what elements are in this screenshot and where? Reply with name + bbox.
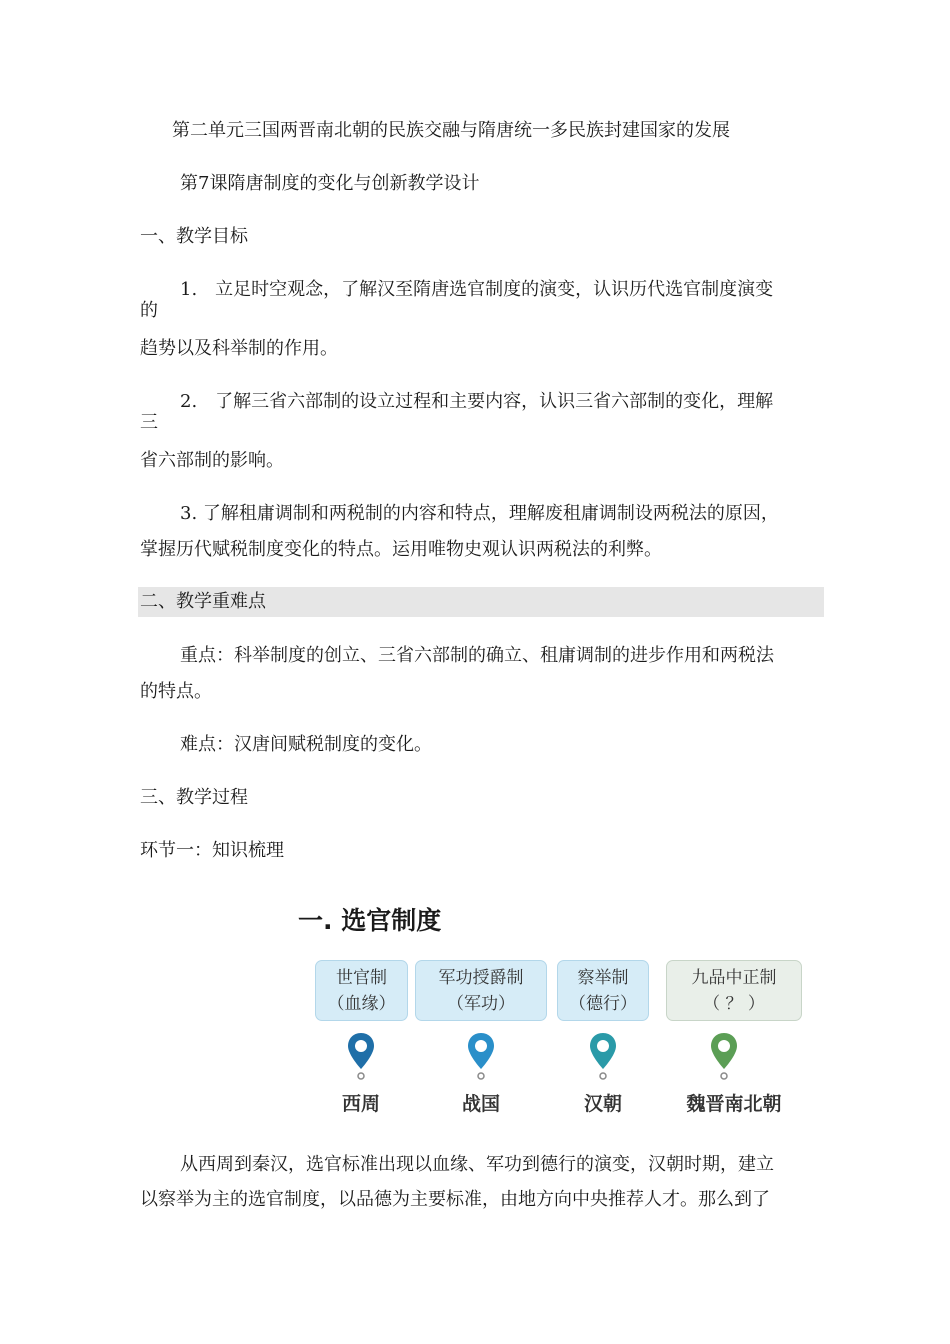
- card-name: 世官制: [336, 968, 387, 988]
- card-chaju: [557, 960, 649, 1021]
- card-name: 察举制: [577, 968, 629, 988]
- objective-2-line-2: 三: [140, 412, 158, 433]
- paragraph-line-2: 以察举为主的选官制度，以品德为主要标准，由地方向中央推荐人才。那么到了: [140, 1189, 770, 1210]
- card-basis: （ ？ ）: [703, 994, 765, 1014]
- section-heading-objectives: 一、教学目标: [140, 226, 248, 247]
- objective-3-line-1: 3. 了解租庸调制和两税制的内容和特点，理解废租庸调制设两税法的原因，: [180, 503, 779, 524]
- key-point-line-2: 的特点。: [140, 681, 212, 702]
- step-1-heading: 环节一：知识梳理: [140, 840, 284, 861]
- selection-system-figure: [298, 895, 808, 1125]
- card-basis: （血缘）: [327, 994, 396, 1014]
- era-label: 西周: [341, 1093, 380, 1115]
- key-point-line-1: 重点：科举制度的创立、三省六部制的确立、租庸调制的进步作用和两税法: [180, 645, 774, 666]
- objective-1-line-2: 的: [140, 300, 158, 321]
- unit-title: 第二单元三国两晋南北朝的民族交融与隋唐统一多民族封建国家的发展: [172, 120, 730, 141]
- objective-3-line-2: 掌握历代赋税制度变化的特点。运用唯物史观认识两税法的利弊。: [140, 539, 662, 560]
- objective-1-line-3: 趋势以及科举制的作用。: [140, 338, 338, 359]
- objective-2-line-3: 省六部制的影响。: [140, 450, 284, 471]
- figure-title: 一. 选官制度: [298, 906, 442, 935]
- card-name: 军功授爵制: [438, 968, 524, 988]
- card-jiupin: [666, 960, 802, 1021]
- card-basis: （德行）: [569, 994, 637, 1014]
- era-label: 汉朝: [583, 1093, 622, 1115]
- map-pin-icon: [345, 1031, 377, 1081]
- map-pin-icon: [708, 1031, 740, 1081]
- map-pin-icon: [587, 1031, 619, 1081]
- section-heading-key-points: 二、教学重难点: [140, 591, 266, 612]
- paragraph-line-1: 从西周到秦汉，选官标准出现以血缘、军功到德行的演变，汉朝时期，建立: [180, 1154, 774, 1175]
- era-label: 战国: [461, 1093, 500, 1115]
- objective-2-line-1: 2. 了解三省六部制的设立过程和主要内容，认识三省六部制的变化，理解: [180, 391, 774, 412]
- objective-1-line-1: 1. 立足时空观念，了解汉至隋唐选官制度的演变，认识历代选官制度演变: [180, 279, 774, 300]
- map-pin-icon: [465, 1031, 497, 1081]
- card-shiguanzhi: [315, 960, 408, 1021]
- section-heading-process: 三、教学过程: [140, 787, 248, 808]
- card-name: 九品中正制: [691, 968, 777, 988]
- card-basis: （军功）: [447, 994, 515, 1014]
- era-label: 魏晋南北朝: [686, 1093, 782, 1115]
- difficult-point: 难点：汉唐间赋税制度的变化。: [180, 734, 432, 755]
- lesson-title: 第7课隋唐制度的变化与创新教学设计: [180, 173, 480, 194]
- card-jungong: [415, 960, 547, 1021]
